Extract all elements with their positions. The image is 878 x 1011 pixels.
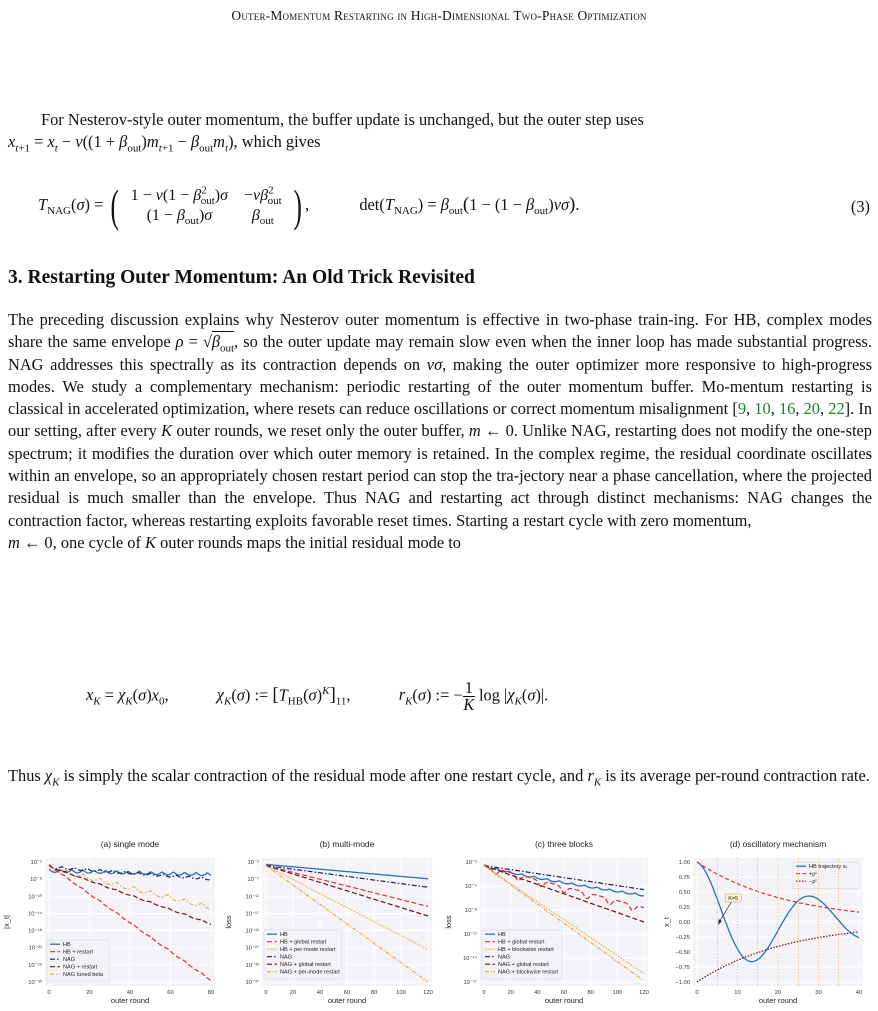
equation-number: (3) <box>850 197 870 216</box>
legend-entry: HB <box>63 942 71 948</box>
legend-entry: HB + global restart <box>498 939 545 946</box>
y-axis-label: loss <box>224 915 233 929</box>
legend-entry: NAG + blockwise restart <box>498 969 559 976</box>
legend-entry: HB <box>280 932 288 938</box>
y-tick-label: 10⁻¹⁴ <box>463 956 477 962</box>
x-tick-label: 0 <box>264 990 268 996</box>
citation-link[interactable]: 22 <box>828 399 845 419</box>
citation-link[interactable]: 16 <box>778 399 796 419</box>
citation-link[interactable]: 20 <box>803 399 820 419</box>
y-tick-label: 10⁻² <box>30 860 42 866</box>
running-header: Outer-Momentum Restarting in High-Dimensional Two-Phase Optimization <box>231 8 647 23</box>
legend-entry: +ρᵗ <box>809 871 817 878</box>
x-axis-label: outer round <box>327 996 367 1005</box>
y-tick-label: 0.50 <box>678 890 690 896</box>
legend-entry: HB + blockwise restart <box>498 947 554 953</box>
y-tick-label: −0.75 <box>675 965 690 971</box>
y-tick-label: 10⁻⁷ <box>247 877 259 884</box>
legend-entry: NAG + per-mode restart <box>280 969 340 976</box>
section-heading: 3. Restarting Outer Momentum: An Old Trick Revisited <box>8 267 475 288</box>
panel-c-three-blocks <box>442 836 656 1011</box>
y-tick-label: 10⁻²² <box>28 945 42 952</box>
y-tick-label: 10⁻²⁷ <box>245 945 259 952</box>
y-tick-label: 10⁻³⁰ <box>28 980 42 986</box>
x-tick-label: 0 <box>482 990 486 996</box>
y-tick-label: 10⁻¹¹ <box>463 932 477 938</box>
legend-entry: NAG <box>498 954 511 961</box>
panel-title: (c) three blocks <box>534 839 594 849</box>
legend-entry: HB trajectory xₜ <box>809 864 848 870</box>
restart-cycle-equation: $x_K = \chi_K(\sigma)x_0$, $\chi_K(\sigma)$ := $[T_{HB}(\sigma)^K]_{11}$, $r_K(\sigma)$ := − $\frac{1}{K}$ $\log |\chi_K(\sigma)|$. <box>86 678 549 714</box>
x-tick-label: 60 <box>167 990 174 996</box>
panel-title: (b) multi-mode <box>319 839 375 849</box>
x-tick-label: 20 <box>86 990 93 996</box>
y-tick-label: 10⁻²² <box>245 928 259 935</box>
annotation-label: K=5 <box>728 896 739 902</box>
y-tick-label: −0.50 <box>675 950 690 956</box>
legend-entry: HB <box>498 932 506 938</box>
y-tick-label: 0.25 <box>678 905 690 911</box>
y-tick-label: 10⁻² <box>247 860 259 866</box>
y-tick-label: −0.25 <box>675 935 690 941</box>
x-axis-label: outer round <box>544 996 584 1005</box>
legend-entry: NAG + restart <box>63 964 98 971</box>
legend-entry: HB + per-mode restart <box>280 947 336 953</box>
x-tick-label: 40 <box>126 990 134 996</box>
panel-a-single-mode <box>0 836 220 1011</box>
legend-entry: HB + restart <box>63 949 93 956</box>
y-axis-label: x_t <box>662 916 671 928</box>
section-body: The preceding discussion explains why Nesterov outer momentum is effective in two-phase train-ing. For HB, complex modes share the same envelope $\rho = √\beta_{out}$, so the outer update may remain slow even when the inner loop has made substantial progress. NAG addresses this spectrally as its contraction depends on νσ, making the outer optimizer more responsive to high-progress modes. We study a complementary mechanism: periodic restarting of the outer momentum buffer. Mo-mentum restarting is classical in accelerated optimization, where resets can reduce oscillations or correct momentum misalignment [9, 10, 16, 20, 22]. In our setting, after every K outer rounds, we reset only the outer buffer, m ← 0. Unlike NAG, restarting does not modify the one-step spectrum; it modifies the duration over which outer memory is retained. In the complex regime, the residual coordinate oscillates within an envelope, so an appropriately chosen restart period can stop the tra-jectory near a phase cancellation, where the projected residual is much smaller than the envelope. Thus NAG and restarting act through distinct mechanisms: NAG changes the contraction factor, whereas restarting exploits favorable reset times. Starting a restart cycle with zero momentum, m ← 0, one cycle of K outer rounds maps the initial residual mode to <box>8 310 873 552</box>
x-tick-label: 120 <box>423 990 433 996</box>
x-tick-label: 40 <box>316 990 324 996</box>
y-tick-label: 10⁻¹⁰ <box>28 894 42 901</box>
x-tick-label: 80 <box>207 990 215 996</box>
x-tick-label: 0 <box>695 990 699 996</box>
panel-title: (d) oscillatory mechanism <box>729 839 827 849</box>
x-tick-label: 100 <box>612 990 623 996</box>
x-tick-label: 60 <box>560 990 568 996</box>
after-equation-paragraph: Thus $\chi_K$ is simply the scalar contraction of the residual mode after one restart cycle, and $r_K$ is its average per-round contraction rate. <box>8 766 870 789</box>
x-tick-label: 20 <box>774 990 782 996</box>
y-tick-label: 10⁻¹² <box>245 894 259 901</box>
y-tick-label: 1.00 <box>678 860 690 866</box>
y-tick-label: 10⁻⁸ <box>465 908 477 914</box>
y-tick-label: 10⁻³⁷ <box>245 980 259 986</box>
x-tick-label: 120 <box>639 990 649 996</box>
y-tick-label: 0.75 <box>678 875 690 881</box>
y-tick-label: 10⁻² <box>465 860 477 866</box>
y-tick-label: 10⁻⁶ <box>30 877 42 884</box>
x-tick-label: 100 <box>396 990 406 996</box>
legend-entry: NAG <box>280 954 293 961</box>
intro-paragraph: For Nesterov-style outer momentum, the buffer update is unchanged, but the outer step uses $x_{t+1} = x_t - \nu((1 + \beta_{out})m_{t+1} - \beta_{out}m_t)$, which gives <box>8 110 644 155</box>
x-tick-label: 30 <box>815 990 822 996</box>
x-tick-label: 80 <box>370 990 378 996</box>
y-axis-label: loss <box>444 915 453 929</box>
legend-entry: NAG tuned beta <box>63 972 104 978</box>
y-tick-label: −1.00 <box>675 980 690 986</box>
x-axis-label: outer round <box>110 996 150 1005</box>
citation-link[interactable]: 9 <box>737 399 747 419</box>
legend-entry: −ρᵗ <box>809 879 817 885</box>
equation-3: $T_{NAG}(\sigma)$ = ( $1 - \nu(1 - \beta^2_{out})\sigma$ $-\nu\beta^2_{out}$ $(1 - \beta_{out})\sigma$ $\beta_{out}$ ) , $\det(T_{NAG}) = \beta_{out}(1 - (1 - \beta_{out})\nu\sigma)$. <box>38 180 580 231</box>
y-tick-label: 0.00 <box>678 920 690 926</box>
legend-entry: NAG <box>63 957 76 963</box>
y-tick-label: 10⁻¹⁷ <box>245 911 259 918</box>
y-tick-label: 10⁻¹⁸ <box>28 928 42 935</box>
legend-entry: HB + global restart <box>280 939 327 946</box>
y-tick-label: 10⁻⁵ <box>465 884 477 890</box>
figure-row <box>0 836 878 1011</box>
x-tick-label: 0 <box>47 990 51 996</box>
panel-d-oscillatory-mechanism <box>660 836 878 1011</box>
x-tick-label: 40 <box>855 990 863 996</box>
y-tick-label: 10⁻²⁶ <box>28 962 42 969</box>
x-tick-label: 60 <box>343 990 351 996</box>
legend-entry: NAG + global restart <box>498 962 549 968</box>
y-tick-label: 10⁻¹⁴ <box>28 911 42 918</box>
y-axis-label: |x_t| <box>2 915 11 929</box>
x-tick-label: 20 <box>289 990 297 996</box>
x-tick-label: 20 <box>507 990 514 996</box>
citation-link[interactable]: 10 <box>754 399 771 419</box>
x-tick-label: 80 <box>587 990 594 996</box>
panel-b-multi-mode <box>222 836 440 1011</box>
legend-entry: NAG + global restart <box>280 962 331 968</box>
y-tick-label: 10⁻¹⁷ <box>463 980 477 986</box>
x-axis-label: outer round <box>758 996 798 1005</box>
x-tick-label: 40 <box>534 990 541 996</box>
y-tick-label: 10⁻³² <box>245 962 259 969</box>
x-tick-label: 10 <box>734 990 741 996</box>
panel-title: (a) single mode <box>100 839 160 849</box>
